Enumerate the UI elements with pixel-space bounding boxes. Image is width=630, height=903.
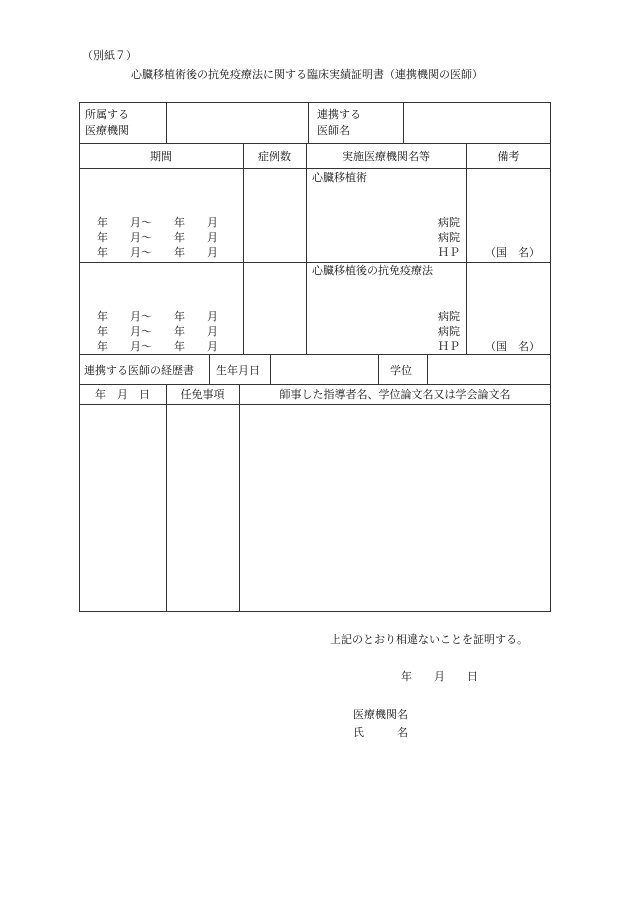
header-appointment: 任免事項 — [180, 388, 225, 401]
doctor-name-cell[interactable] — [404, 103, 550, 142]
period-row: 年 月～ 年 月 — [97, 325, 218, 338]
period-row: 年 月～ 年 月 — [97, 340, 218, 353]
institution-suffix: 病院 — [438, 325, 460, 338]
period-row: 年 月～ 年 月 — [97, 216, 218, 229]
country-remark: （国 名） — [485, 246, 540, 259]
career-date-cell[interactable] — [80, 405, 165, 611]
affiliation-label-2: 医療機関 — [85, 124, 129, 137]
affiliation-label: 所属する — [85, 108, 129, 121]
degree-label: 学位 — [390, 364, 412, 377]
section-heart-transplant-title: 心臓移植術 — [312, 171, 367, 184]
dob-value-cell[interactable] — [271, 356, 377, 383]
certification-date: 年 月 日 — [401, 670, 478, 683]
institution-suffix: 病院 — [438, 231, 460, 244]
affiliation-value-cell[interactable] — [167, 103, 307, 142]
period-row: 年 月～ 年 月 — [97, 310, 218, 323]
form-number: （別紙７） — [82, 49, 137, 62]
header-institution: 実施医療機関名等 — [342, 150, 430, 163]
institution-suffix: 病院 — [438, 216, 460, 229]
doctor-label: 連携する — [317, 108, 361, 121]
certification-statement: 上記のとおり相違ないことを証明する。 — [330, 633, 528, 646]
career-label: 連携する医師の経歴書 — [84, 364, 194, 377]
degree-value-cell[interactable] — [428, 356, 550, 383]
header-period: 期間 — [150, 150, 172, 163]
institution-suffix: ＨＰ — [438, 246, 460, 259]
career-mentor-cell[interactable] — [240, 405, 550, 611]
period-row: 年 月～ 年 月 — [97, 246, 218, 259]
document-title: 心臓移植術後の抗免疫療法に関する臨床実績証明書（連携機関の医師） — [131, 68, 483, 81]
period-row: 年 月～ 年 月 — [97, 231, 218, 244]
institution-suffix: 病院 — [438, 310, 460, 323]
dob-label: 生年月日 — [216, 364, 260, 377]
doctor-label-2: 医師名 — [317, 124, 350, 137]
career-appointment-cell[interactable] — [167, 405, 238, 611]
header-cases: 症例数 — [258, 150, 291, 163]
signer-name-label: 氏 名 — [353, 726, 408, 739]
section-immunotherapy-title: 心臓移植後の抗免疫療法 — [312, 264, 433, 277]
header-date: 年 月 日 — [95, 388, 150, 401]
header-mentor: 師事した指導者名、学位論文名又は学会論文名 — [279, 388, 511, 401]
institution-suffix: ＨＰ — [438, 340, 460, 353]
country-remark: （国 名） — [485, 340, 540, 353]
header-remarks: 備考 — [497, 150, 520, 163]
institution-name-label: 医療機関名 — [353, 708, 408, 721]
